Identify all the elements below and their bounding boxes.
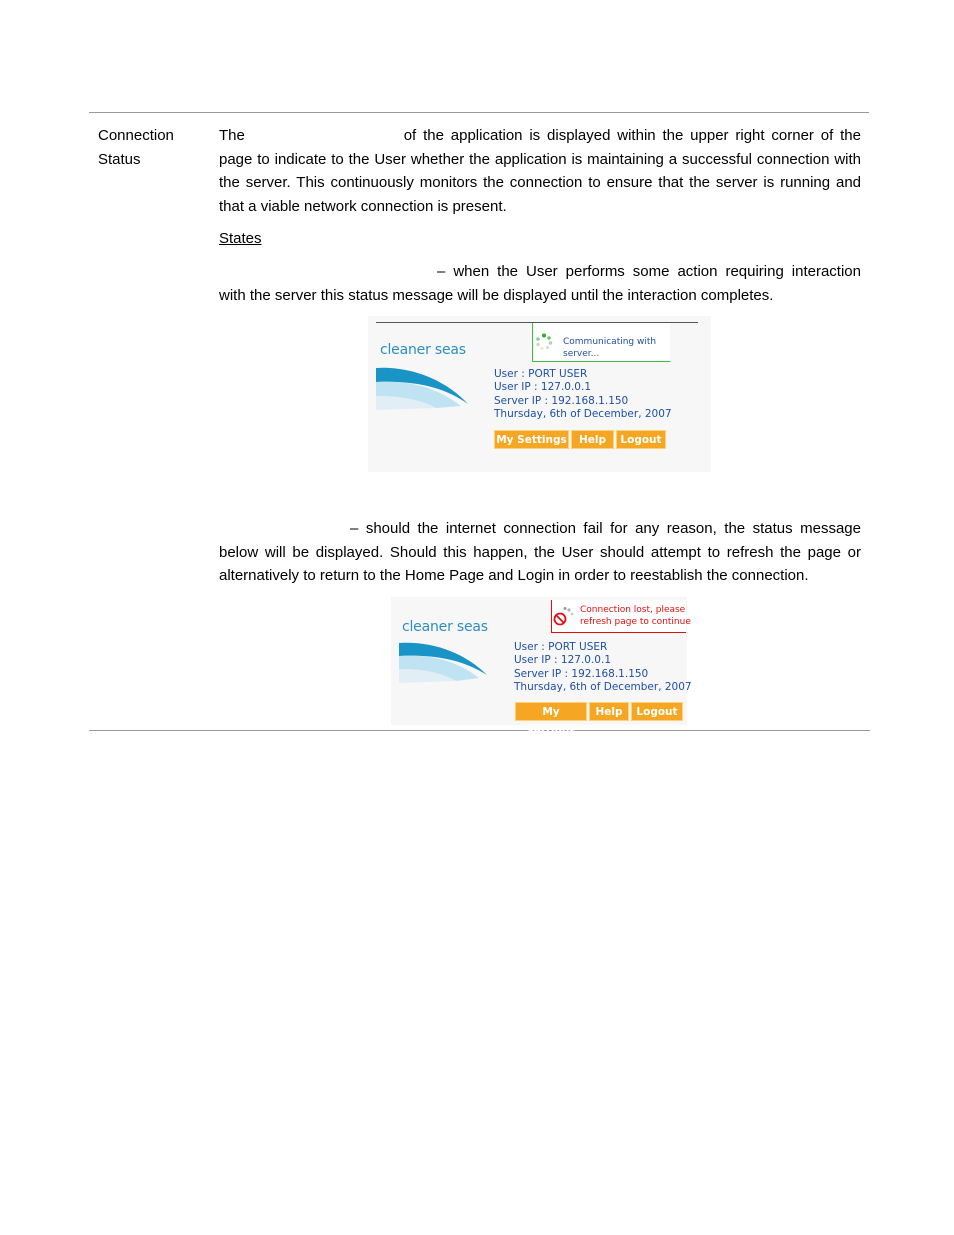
state-communicating-text: – when the User performs some action requiring interaction with the server this status message will be displayed until the interaction completes.	[219, 263, 861, 304]
description-start: The	[219, 127, 245, 144]
logout-button[interactable]: Logout	[616, 430, 666, 449]
my-settings-button[interactable]: My Settings	[494, 430, 569, 449]
user-ip: User IP : 127.0.0.1	[494, 381, 592, 394]
description-rest: of the application is displayed within the upper right corner of the page to indicate to the User whether the application is maintaining a successful connection with the server. This continuously monitors the connection to ensure that the server is running and that a viable network connection is present.	[219, 127, 861, 215]
current-date: Thursday, 6th of December, 2007	[494, 407, 672, 420]
status-message-lost	[580, 605, 691, 628]
status-line-1: Connection lost, please	[580, 605, 686, 615]
term-line-1: Connection	[98, 127, 174, 144]
status-line-2: refresh page to continue	[580, 616, 691, 627]
user-info	[494, 368, 672, 421]
term-cell	[98, 124, 208, 172]
help-button[interactable]: Help	[571, 430, 614, 449]
server-ip: Server IP : 192.168.1.150	[494, 394, 629, 407]
status-line-1: Communicating with	[563, 337, 657, 347]
wave-logo	[376, 364, 471, 414]
brand-name: cleaner seas	[380, 342, 466, 358]
description-paragraph	[219, 124, 861, 218]
server-ip: Server IP : 192.168.1.150	[514, 667, 649, 680]
user-name: User : PORT USER	[514, 641, 608, 653]
no-entry-icon	[553, 606, 575, 626]
state-lost-paragraph	[219, 517, 861, 588]
state-lost-text: – should the internet connection fail for any reason, the status message below will be displayed. Should this happen, the User should attempt to refresh the page or alternatively to return to the Home Page and Login in order to reestablish the connection.	[219, 520, 861, 584]
user-name: User : PORT USER	[494, 368, 588, 380]
current-date: Thursday, 6th of December, 2007	[514, 680, 692, 693]
status-message-communicating	[563, 337, 656, 360]
table-top-rule	[89, 112, 869, 113]
user-info	[514, 641, 692, 694]
connection-lost-screenshot	[391, 597, 692, 737]
term-line-2: Status	[98, 151, 141, 168]
table-bottom-rule	[89, 730, 870, 731]
communicating-screenshot	[368, 316, 711, 472]
wave-logo	[399, 639, 489, 687]
logout-button[interactable]: Logout	[631, 702, 683, 721]
brand-name: cleaner seas	[402, 619, 488, 635]
my-settings-button[interactable]: My Settings	[515, 702, 587, 721]
status-line-2: server...	[563, 348, 600, 359]
user-ip: User IP : 127.0.0.1	[514, 654, 612, 667]
state-communicating-paragraph	[219, 260, 861, 307]
spinner-icon	[535, 333, 553, 351]
states-heading: States	[219, 230, 262, 247]
help-button[interactable]: Help	[589, 702, 629, 721]
